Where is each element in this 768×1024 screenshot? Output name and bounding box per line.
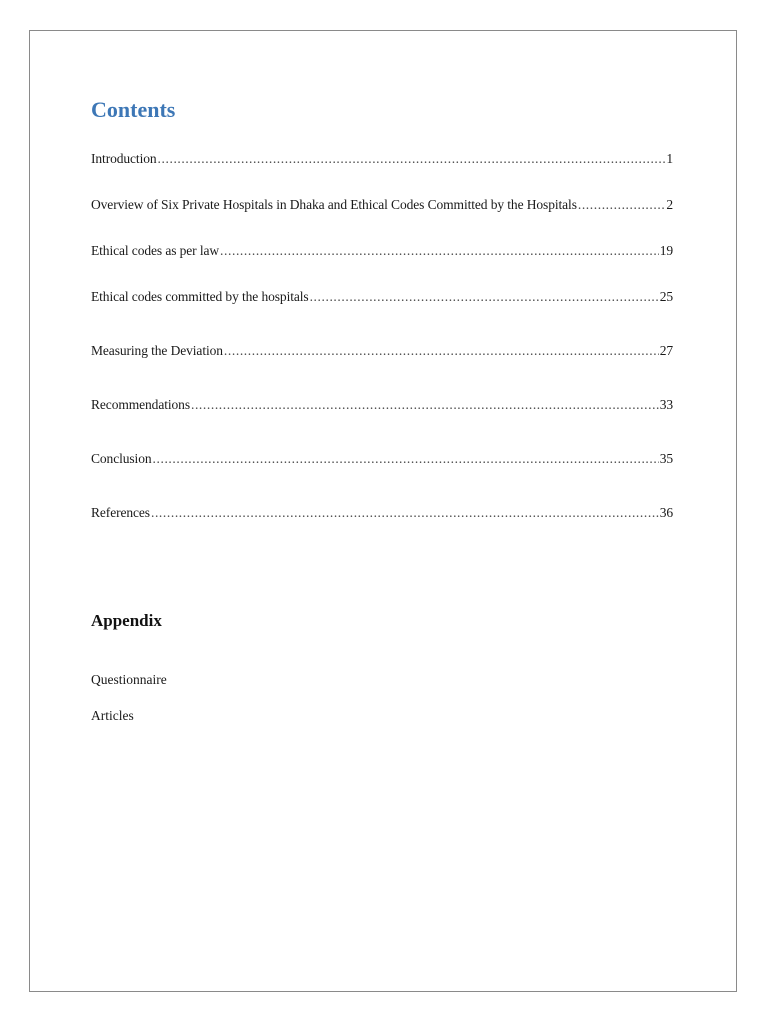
appendix-item-questionnaire[interactable]: Questionnaire bbox=[91, 672, 167, 687]
toc-entry-label: Ethical codes committed by the hospitals bbox=[91, 289, 309, 304]
toc-entry-references[interactable] bbox=[91, 504, 673, 522]
toc-entry-measuring-deviation[interactable] bbox=[91, 342, 673, 360]
dot-leader bbox=[151, 504, 659, 522]
toc-entry-label: Ethical codes as per law bbox=[91, 243, 220, 258]
toc-entry-label: Overview of Six Private Hospitals in Dhaka and Ethical Codes Committed by the Hospitals bbox=[91, 197, 577, 212]
toc-entry-label: References bbox=[91, 505, 150, 520]
toc-entry-ethical-codes-committed[interactable] bbox=[91, 288, 673, 306]
toc-page-number: 2 bbox=[666, 197, 673, 212]
appendix-item-articles[interactable]: Articles bbox=[91, 708, 134, 723]
dot-leader bbox=[153, 450, 659, 468]
appendix-heading: Appendix bbox=[91, 611, 162, 630]
toc-entry-label: Introduction bbox=[91, 151, 157, 166]
toc-page-number: 19 bbox=[659, 243, 673, 258]
toc-page-number: 36 bbox=[659, 505, 673, 520]
toc-entry-overview[interactable] bbox=[91, 196, 673, 214]
toc-page-number: 1 bbox=[666, 151, 673, 166]
toc-entry-label: Recommendations bbox=[91, 397, 190, 412]
toc-page-number: 27 bbox=[659, 343, 673, 358]
toc-entry-conclusion[interactable] bbox=[91, 450, 673, 468]
dot-leader bbox=[220, 242, 659, 260]
toc-page-number: 35 bbox=[659, 451, 673, 466]
dot-leader bbox=[224, 342, 659, 360]
dot-leader bbox=[578, 196, 665, 214]
toc-entry-introduction[interactable] bbox=[91, 150, 673, 168]
toc-entry-label: Measuring the Deviation bbox=[91, 343, 223, 358]
document-page bbox=[29, 30, 737, 992]
toc-page-number: 25 bbox=[659, 289, 673, 304]
dot-leader bbox=[158, 150, 666, 168]
toc-entry-ethical-codes-law[interactable] bbox=[91, 242, 673, 260]
toc-entry-recommendations[interactable] bbox=[91, 396, 673, 414]
dot-leader bbox=[191, 396, 659, 414]
dot-leader bbox=[310, 288, 659, 306]
toc-page-number: 33 bbox=[659, 397, 673, 412]
toc-entry-label: Conclusion bbox=[91, 451, 152, 466]
contents-heading: Contents bbox=[91, 97, 176, 122]
